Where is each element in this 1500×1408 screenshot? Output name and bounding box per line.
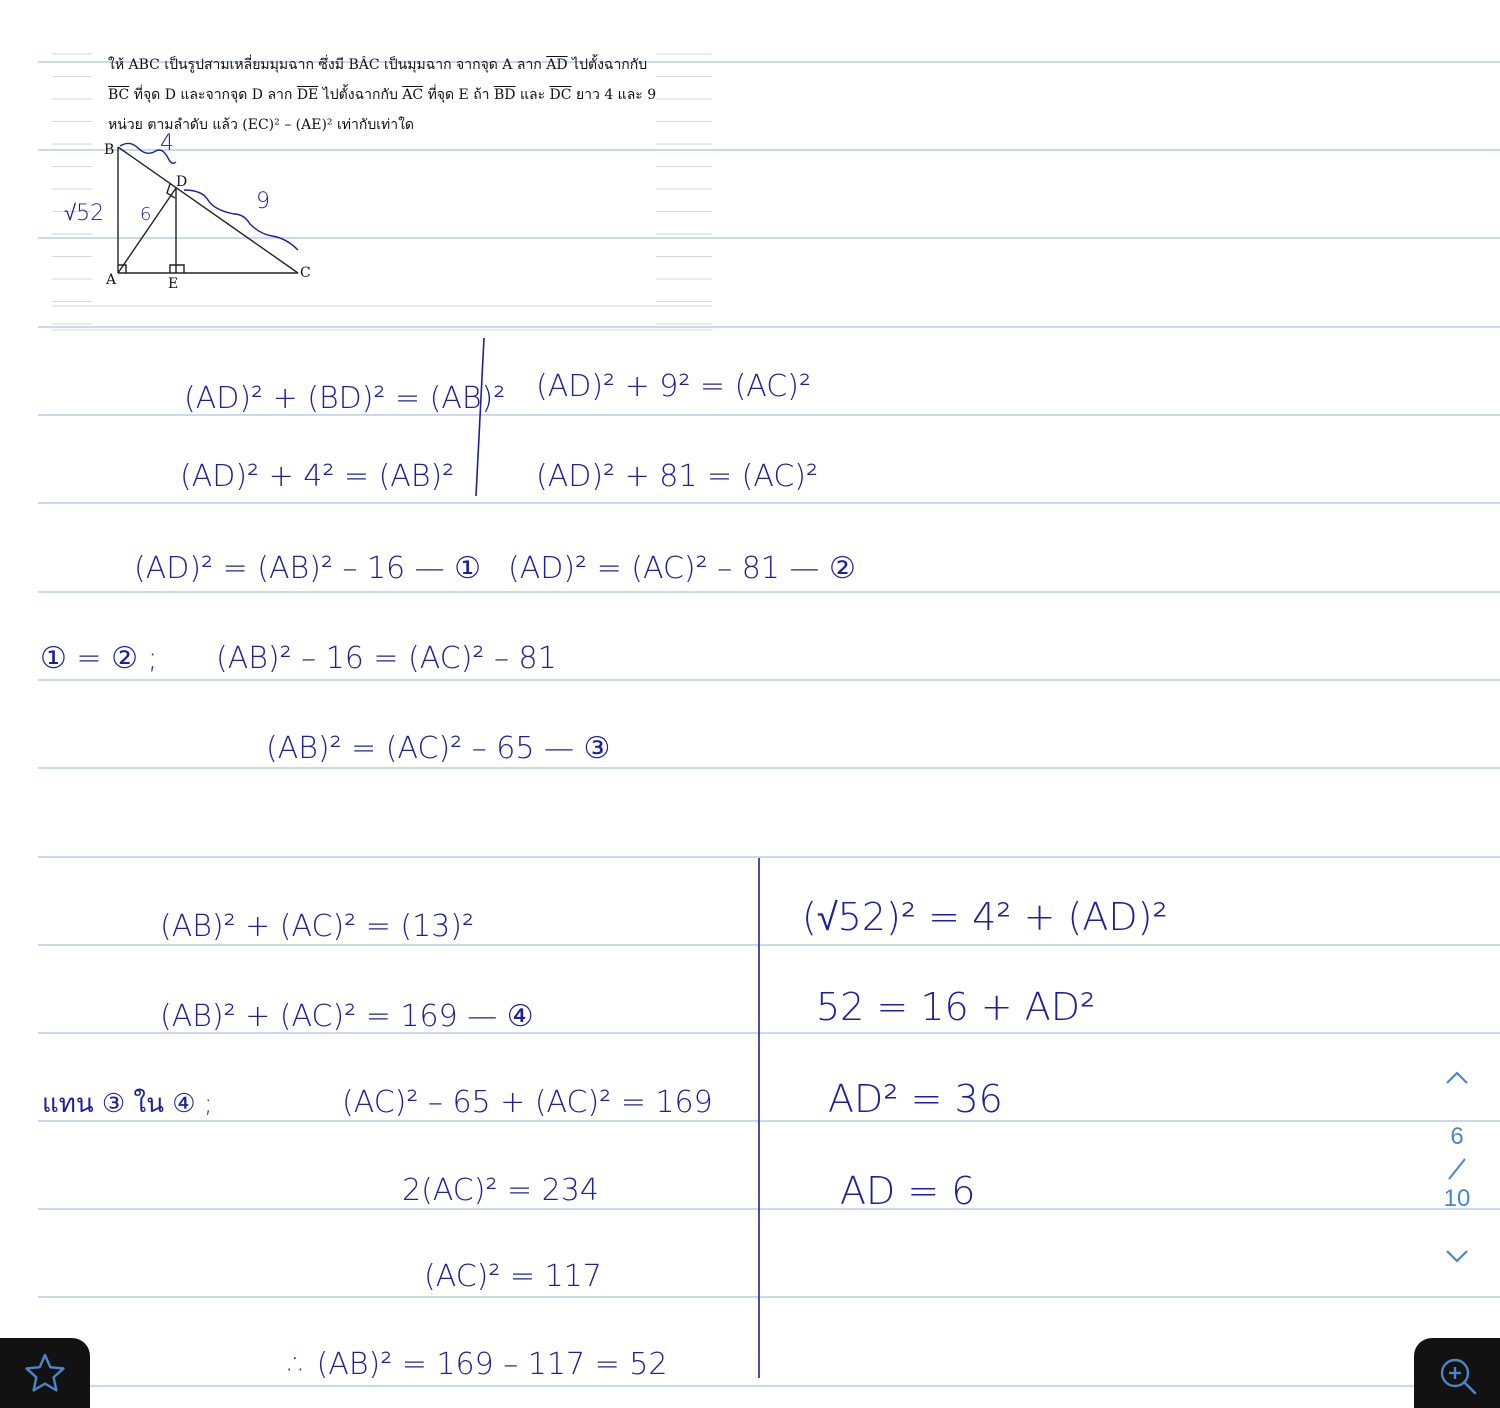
work-r2-right: (AD)² + 81 = (AC)² [536,459,819,494]
vertex-d: D [176,174,188,190]
note-dc: 9 [256,189,270,214]
problem-line-2-c: ที่จุด E ถ้า [427,87,490,103]
star-icon [24,1352,66,1394]
vertex-c: C [300,265,311,281]
segment-ac: $\overline{AC}$ [402,87,424,103]
problem-line-3-text: หน่วย ตามลำดับ แล้ว (EC)² – (AE)² เท่ากับเท่าใด [108,117,415,133]
work-s5: (AC)² = 117 [424,1259,602,1294]
segment-bc: $\overline{BC}$ [108,87,130,103]
problem-line-1-text: ให้ ABC เป็นรูปสามเหลี่ยมมุมฉาก ซึ่งมี BÂC เป็นมุมฉาก จากจุด A ลาก [108,57,542,73]
vertex-e: E [168,276,179,292]
vertex-b: B [104,142,115,158]
problem-line-2-d: และ [519,87,546,103]
segment-bd: $\overline{BD}$ [494,87,516,103]
segment-ad-line [118,188,176,273]
segment-ad: $\overline{AD}$ [546,57,568,73]
chevron-down-icon[interactable] [1442,1241,1472,1271]
work-r3-left: (AD)² = (AB)² – 16 — ① [134,551,482,586]
work-r1-left: (AD)² + (BD)² = (AB)² [184,381,506,416]
zoom-in-icon [1438,1356,1478,1396]
segment-de: $\overline{DE}$ [296,87,319,103]
problem-line-1-end: ไปตั้งฉากกับ [572,57,648,73]
work-r3-right: (AD)² = (AC)² – 81 — ② [508,551,856,586]
page-navigator [1432,1055,1482,1285]
work-t3: AD² = 36 [828,1077,1003,1121]
work-s3-prefix: แทน ③ ใน ④ ; [42,1089,213,1119]
current-page: 6 [1450,1123,1464,1150]
problem-line-2-b: ไปตั้งฉากกับ [322,87,398,103]
work-s1: (AB)² + (AC)² = (13)² [160,909,475,944]
vertex-a: A [106,272,117,288]
work-r5: (AB)² = (AC)² – 65 — ③ [266,731,611,766]
work-t2: 52 = 16 + AD² [816,985,1096,1029]
brace-dc [184,190,298,250]
work-r2-left: (AD)² + 4² = (AB)² [180,459,455,494]
note-ad: 6 [140,204,152,225]
work-r1-right: (AD)² + 9² = (AC)² [536,369,811,404]
work-s3: (AC)² – 65 + (AC)² = 169 [342,1085,713,1120]
right-angle-e [170,265,184,273]
page-separator [1445,1157,1469,1181]
note-ab: √52 [64,201,105,226]
work-s2: (AB)² + (AC)² = 169 — ④ [160,999,534,1034]
work-s4: 2(AC)² = 234 [402,1173,599,1208]
work-r4-prefix: ① = ② ; [40,641,158,676]
segment-dc: $\overline{DC}$ [549,87,572,103]
problem-line-2-e: ยาว 4 และ 9 [575,87,657,103]
work-r4: (AB)² – 16 = (AC)² – 81 [216,641,557,676]
note-bd: 4 [160,131,174,156]
separator-top [476,338,484,496]
problem-line-2-a: ที่จุด D และจากจุด D ลาก [133,87,293,103]
work-s6: ∴ (AB)² = 169 – 117 = 52 [288,1347,668,1382]
work-t1: (√52)² = 4² + (AD)² [802,895,1168,939]
total-pages: 10 [1443,1185,1471,1212]
favorite-button[interactable] [0,1338,90,1408]
chevron-up-icon[interactable] [1442,1063,1472,1093]
zoom-in-button[interactable] [1414,1338,1500,1408]
work-t4: AD = 6 [840,1169,976,1213]
